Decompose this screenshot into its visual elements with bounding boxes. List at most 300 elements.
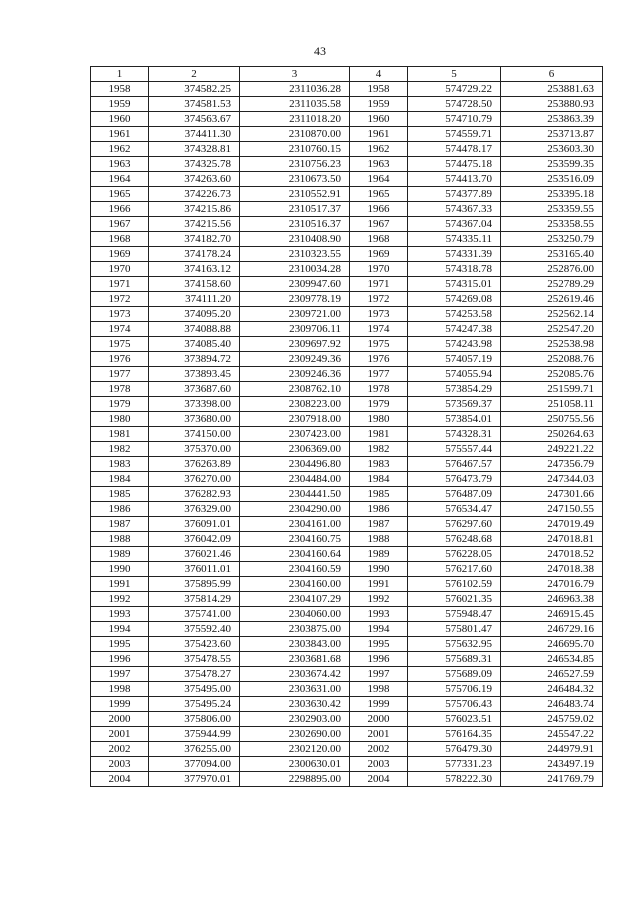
value-cell: 2309706.11 (240, 322, 350, 337)
value-cell: 253165.40 (501, 247, 603, 262)
year-cell: 2001 (350, 727, 408, 742)
value-cell: 574318.78 (408, 262, 501, 277)
table-row (91, 487, 603, 502)
year-cell: 2003 (91, 757, 149, 772)
value-cell: 246483.74 (501, 697, 603, 712)
value-cell: 246963.38 (501, 592, 603, 607)
table-row (91, 307, 603, 322)
table-row (91, 427, 603, 442)
value-cell: 374215.86 (149, 202, 240, 217)
year-cell: 1963 (350, 157, 408, 172)
value-cell: 576228.05 (408, 547, 501, 562)
table-row (91, 757, 603, 772)
value-cell: 241769.79 (501, 772, 603, 787)
value-cell: 574331.39 (408, 247, 501, 262)
value-cell: 576102.59 (408, 577, 501, 592)
value-cell: 2307918.00 (240, 412, 350, 427)
value-cell: 576021.35 (408, 592, 501, 607)
year-cell: 1959 (91, 97, 149, 112)
value-cell: 576023.51 (408, 712, 501, 727)
value-cell: 252547.20 (501, 322, 603, 337)
year-cell: 1965 (350, 187, 408, 202)
value-cell: 373398.00 (149, 397, 240, 412)
value-cell: 373687.60 (149, 382, 240, 397)
year-cell: 1989 (91, 547, 149, 562)
column-header-4: 4 (350, 67, 408, 82)
value-cell: 574559.71 (408, 127, 501, 142)
value-cell: 577331.23 (408, 757, 501, 772)
value-cell: 2308762.10 (240, 382, 350, 397)
value-cell: 2310756.23 (240, 157, 350, 172)
value-cell: 574367.33 (408, 202, 501, 217)
year-cell: 1969 (91, 247, 149, 262)
value-cell: 574055.94 (408, 367, 501, 382)
year-cell: 2002 (350, 742, 408, 757)
year-cell: 1982 (91, 442, 149, 457)
value-cell: 574413.70 (408, 172, 501, 187)
year-cell: 2002 (91, 742, 149, 757)
year-cell: 1984 (350, 472, 408, 487)
value-cell: 243497.19 (501, 757, 603, 772)
value-cell: 374582.25 (149, 82, 240, 97)
year-cell: 1985 (91, 487, 149, 502)
value-cell: 247018.52 (501, 547, 603, 562)
value-cell: 250755.56 (501, 412, 603, 427)
year-cell: 1964 (350, 172, 408, 187)
value-cell: 374263.60 (149, 172, 240, 187)
table-row (91, 577, 603, 592)
table-row (91, 112, 603, 127)
year-cell: 1958 (350, 82, 408, 97)
value-cell: 2304161.00 (240, 517, 350, 532)
table-row (91, 292, 603, 307)
data-table (90, 66, 603, 787)
value-cell: 2311035.58 (240, 97, 350, 112)
table-row (91, 367, 603, 382)
table-row (91, 727, 603, 742)
value-cell: 374095.20 (149, 307, 240, 322)
value-cell: 2310408.90 (240, 232, 350, 247)
year-cell: 1976 (350, 352, 408, 367)
year-cell: 1998 (91, 682, 149, 697)
year-cell: 2004 (350, 772, 408, 787)
year-cell: 1994 (350, 622, 408, 637)
value-cell: 576467.57 (408, 457, 501, 472)
value-cell: 253516.09 (501, 172, 603, 187)
value-cell: 574243.98 (408, 337, 501, 352)
year-cell: 1993 (91, 607, 149, 622)
year-cell: 1980 (91, 412, 149, 427)
column-header-1: 1 (91, 67, 149, 82)
year-cell: 1973 (350, 307, 408, 322)
value-cell: 573854.01 (408, 412, 501, 427)
value-cell: 576534.47 (408, 502, 501, 517)
table-row (91, 82, 603, 97)
year-cell: 1972 (91, 292, 149, 307)
year-cell: 1994 (91, 622, 149, 637)
value-cell: 376282.93 (149, 487, 240, 502)
table-row (91, 412, 603, 427)
value-cell: 376329.00 (149, 502, 240, 517)
value-cell: 374581.53 (149, 97, 240, 112)
value-cell: 374158.60 (149, 277, 240, 292)
year-cell: 1992 (91, 592, 149, 607)
year-cell: 1961 (350, 127, 408, 142)
value-cell: 253881.63 (501, 82, 603, 97)
value-cell: 247344.03 (501, 472, 603, 487)
table-row (91, 772, 603, 787)
year-cell: 1985 (350, 487, 408, 502)
column-header-2: 2 (149, 67, 240, 82)
value-cell: 375895.99 (149, 577, 240, 592)
year-cell: 1970 (350, 262, 408, 277)
year-cell: 1990 (350, 562, 408, 577)
value-cell: 375741.00 (149, 607, 240, 622)
value-cell: 253863.39 (501, 112, 603, 127)
table-row (91, 232, 603, 247)
value-cell: 374411.30 (149, 127, 240, 142)
year-cell: 2001 (91, 727, 149, 742)
value-cell: 375495.24 (149, 697, 240, 712)
value-cell: 252789.29 (501, 277, 603, 292)
table-row (91, 157, 603, 172)
year-cell: 1995 (350, 637, 408, 652)
year-cell: 1991 (350, 577, 408, 592)
table-row (91, 637, 603, 652)
year-cell: 1987 (350, 517, 408, 532)
value-cell: 247019.49 (501, 517, 603, 532)
year-cell: 1960 (91, 112, 149, 127)
table-row (91, 547, 603, 562)
table-row (91, 97, 603, 112)
year-cell: 1996 (91, 652, 149, 667)
year-cell: 1979 (350, 397, 408, 412)
year-cell: 1967 (91, 217, 149, 232)
column-header-6: 6 (501, 67, 603, 82)
value-cell: 253359.55 (501, 202, 603, 217)
year-cell: 1999 (91, 697, 149, 712)
table-row (91, 217, 603, 232)
value-cell: 374215.56 (149, 217, 240, 232)
year-cell: 1964 (91, 172, 149, 187)
year-cell: 1981 (91, 427, 149, 442)
table-row (91, 322, 603, 337)
value-cell: 2310673.50 (240, 172, 350, 187)
table-row (91, 502, 603, 517)
value-cell: 253599.35 (501, 157, 603, 172)
table-row (91, 592, 603, 607)
year-cell: 1970 (91, 262, 149, 277)
table-row (91, 352, 603, 367)
value-cell: 375423.60 (149, 637, 240, 652)
value-cell: 2303630.42 (240, 697, 350, 712)
value-cell: 247301.66 (501, 487, 603, 502)
year-cell: 1961 (91, 127, 149, 142)
value-cell: 575801.47 (408, 622, 501, 637)
value-cell: 375592.40 (149, 622, 240, 637)
table-row (91, 532, 603, 547)
value-cell: 2303631.00 (240, 682, 350, 697)
value-cell: 2304060.00 (240, 607, 350, 622)
value-cell: 374563.67 (149, 112, 240, 127)
year-cell: 1977 (91, 367, 149, 382)
value-cell: 2302903.00 (240, 712, 350, 727)
value-cell: 2310034.28 (240, 262, 350, 277)
value-cell: 575632.95 (408, 637, 501, 652)
year-cell: 1981 (350, 427, 408, 442)
value-cell: 574710.79 (408, 112, 501, 127)
value-cell: 252538.98 (501, 337, 603, 352)
value-cell: 2310516.37 (240, 217, 350, 232)
year-cell: 1980 (350, 412, 408, 427)
value-cell: 377970.01 (149, 772, 240, 787)
value-cell: 2311018.20 (240, 112, 350, 127)
year-cell: 1960 (350, 112, 408, 127)
value-cell: 575557.44 (408, 442, 501, 457)
year-cell: 2004 (91, 772, 149, 787)
value-cell: 2307423.00 (240, 427, 350, 442)
value-cell: 375944.99 (149, 727, 240, 742)
value-cell: 2303681.68 (240, 652, 350, 667)
value-cell: 2306369.00 (240, 442, 350, 457)
value-cell: 375370.00 (149, 442, 240, 457)
year-cell: 1997 (350, 667, 408, 682)
value-cell: 373894.72 (149, 352, 240, 367)
year-cell: 1959 (350, 97, 408, 112)
value-cell: 374111.20 (149, 292, 240, 307)
value-cell: 244979.91 (501, 742, 603, 757)
value-cell: 574367.04 (408, 217, 501, 232)
value-cell: 573569.37 (408, 397, 501, 412)
year-cell: 1975 (350, 337, 408, 352)
page-number: 43 (314, 44, 326, 58)
value-cell: 252562.14 (501, 307, 603, 322)
table-row (91, 517, 603, 532)
value-cell: 376263.89 (149, 457, 240, 472)
value-cell: 246484.32 (501, 682, 603, 697)
value-cell: 252876.00 (501, 262, 603, 277)
value-cell: 375478.27 (149, 667, 240, 682)
value-cell: 252619.46 (501, 292, 603, 307)
value-cell: 376270.00 (149, 472, 240, 487)
value-cell: 576479.30 (408, 742, 501, 757)
value-cell: 575948.47 (408, 607, 501, 622)
value-cell: 2304290.00 (240, 502, 350, 517)
year-cell: 1983 (91, 457, 149, 472)
value-cell: 574478.17 (408, 142, 501, 157)
value-cell: 246915.45 (501, 607, 603, 622)
value-cell: 574728.50 (408, 97, 501, 112)
value-cell: 253395.18 (501, 187, 603, 202)
value-cell: 253880.93 (501, 97, 603, 112)
year-cell: 1962 (350, 142, 408, 157)
year-cell: 1984 (91, 472, 149, 487)
year-cell: 1969 (350, 247, 408, 262)
value-cell: 247018.81 (501, 532, 603, 547)
value-cell: 576248.68 (408, 532, 501, 547)
value-cell: 376042.09 (149, 532, 240, 547)
year-cell: 1993 (350, 607, 408, 622)
value-cell: 2300630.01 (240, 757, 350, 772)
value-cell: 375806.00 (149, 712, 240, 727)
table-row (91, 262, 603, 277)
value-cell: 2309947.60 (240, 277, 350, 292)
year-cell: 1958 (91, 82, 149, 97)
value-cell: 2304496.80 (240, 457, 350, 472)
year-cell: 1978 (350, 382, 408, 397)
column-header-3: 3 (240, 67, 350, 82)
table-row (91, 127, 603, 142)
value-cell: 375495.00 (149, 682, 240, 697)
year-cell: 1998 (350, 682, 408, 697)
year-cell: 1979 (91, 397, 149, 412)
value-cell: 373893.45 (149, 367, 240, 382)
table-row (91, 712, 603, 727)
value-cell: 376255.00 (149, 742, 240, 757)
value-cell: 373680.00 (149, 412, 240, 427)
year-cell: 1983 (350, 457, 408, 472)
table-row (91, 382, 603, 397)
value-cell: 574377.89 (408, 187, 501, 202)
year-cell: 1971 (350, 277, 408, 292)
year-cell: 1987 (91, 517, 149, 532)
table-row (91, 682, 603, 697)
value-cell: 576297.60 (408, 517, 501, 532)
value-cell: 2298895.00 (240, 772, 350, 787)
value-cell: 253358.55 (501, 217, 603, 232)
year-cell: 1990 (91, 562, 149, 577)
year-cell: 1991 (91, 577, 149, 592)
value-cell: 575706.43 (408, 697, 501, 712)
year-cell: 1962 (91, 142, 149, 157)
value-cell: 578222.30 (408, 772, 501, 787)
value-cell: 574269.08 (408, 292, 501, 307)
table-row (91, 247, 603, 262)
value-cell: 2309246.36 (240, 367, 350, 382)
value-cell: 576473.79 (408, 472, 501, 487)
value-cell: 374088.88 (149, 322, 240, 337)
value-cell: 251599.71 (501, 382, 603, 397)
value-cell: 252088.76 (501, 352, 603, 367)
year-cell: 1995 (91, 637, 149, 652)
table-row (91, 187, 603, 202)
table-row (91, 277, 603, 292)
table-row (91, 667, 603, 682)
value-cell: 2304160.64 (240, 547, 350, 562)
value-cell: 575689.31 (408, 652, 501, 667)
value-cell: 2304160.59 (240, 562, 350, 577)
value-cell: 376091.01 (149, 517, 240, 532)
value-cell: 374325.78 (149, 157, 240, 172)
year-cell: 2003 (350, 757, 408, 772)
value-cell: 374328.81 (149, 142, 240, 157)
value-cell: 2309249.36 (240, 352, 350, 367)
value-cell: 576164.35 (408, 727, 501, 742)
table-row (91, 562, 603, 577)
year-cell: 1975 (91, 337, 149, 352)
year-cell: 1992 (350, 592, 408, 607)
value-cell: 249221.22 (501, 442, 603, 457)
year-cell: 1974 (91, 322, 149, 337)
year-cell: 1967 (350, 217, 408, 232)
value-cell: 377094.00 (149, 757, 240, 772)
table-row (91, 652, 603, 667)
column-header-5: 5 (408, 67, 501, 82)
table-row (91, 397, 603, 412)
value-cell: 374150.00 (149, 427, 240, 442)
year-cell: 1986 (350, 502, 408, 517)
value-cell: 250264.63 (501, 427, 603, 442)
year-cell: 1966 (91, 202, 149, 217)
value-cell: 253603.30 (501, 142, 603, 157)
value-cell: 2311036.28 (240, 82, 350, 97)
table-row (91, 607, 603, 622)
value-cell: 573854.29 (408, 382, 501, 397)
year-cell: 1968 (350, 232, 408, 247)
year-cell: 1978 (91, 382, 149, 397)
value-cell: 245759.02 (501, 712, 603, 727)
table-header-row (91, 67, 603, 82)
value-cell: 2303875.00 (240, 622, 350, 637)
value-cell: 374163.12 (149, 262, 240, 277)
value-cell: 2302690.00 (240, 727, 350, 742)
table-row (91, 202, 603, 217)
value-cell: 246534.85 (501, 652, 603, 667)
table-row (91, 142, 603, 157)
value-cell: 247356.79 (501, 457, 603, 472)
value-cell: 2304484.00 (240, 472, 350, 487)
value-cell: 2310760.15 (240, 142, 350, 157)
value-cell: 2303843.00 (240, 637, 350, 652)
value-cell: 574315.01 (408, 277, 501, 292)
value-cell: 2304160.00 (240, 577, 350, 592)
value-cell: 376021.46 (149, 547, 240, 562)
value-cell: 2304160.75 (240, 532, 350, 547)
year-cell: 1972 (350, 292, 408, 307)
year-cell: 1971 (91, 277, 149, 292)
value-cell: 574729.22 (408, 82, 501, 97)
table-row (91, 172, 603, 187)
year-cell: 1989 (350, 547, 408, 562)
year-cell: 2000 (91, 712, 149, 727)
value-cell: 574247.38 (408, 322, 501, 337)
value-cell: 574057.19 (408, 352, 501, 367)
value-cell: 576217.60 (408, 562, 501, 577)
value-cell: 375478.55 (149, 652, 240, 667)
table-row (91, 697, 603, 712)
value-cell: 252085.76 (501, 367, 603, 382)
year-cell: 1966 (350, 202, 408, 217)
table-row (91, 622, 603, 637)
value-cell: 574328.31 (408, 427, 501, 442)
table-body (91, 82, 603, 787)
value-cell: 245547.22 (501, 727, 603, 742)
year-cell: 1988 (350, 532, 408, 547)
table-row (91, 457, 603, 472)
value-cell: 251058.11 (501, 397, 603, 412)
value-cell: 2310517.37 (240, 202, 350, 217)
value-cell: 2309721.00 (240, 307, 350, 322)
value-cell: 576487.09 (408, 487, 501, 502)
value-cell: 374226.73 (149, 187, 240, 202)
year-cell: 1963 (91, 157, 149, 172)
value-cell: 574253.58 (408, 307, 501, 322)
table-row (91, 337, 603, 352)
table-row (91, 442, 603, 457)
year-cell: 1968 (91, 232, 149, 247)
value-cell: 246729.16 (501, 622, 603, 637)
year-cell: 1973 (91, 307, 149, 322)
